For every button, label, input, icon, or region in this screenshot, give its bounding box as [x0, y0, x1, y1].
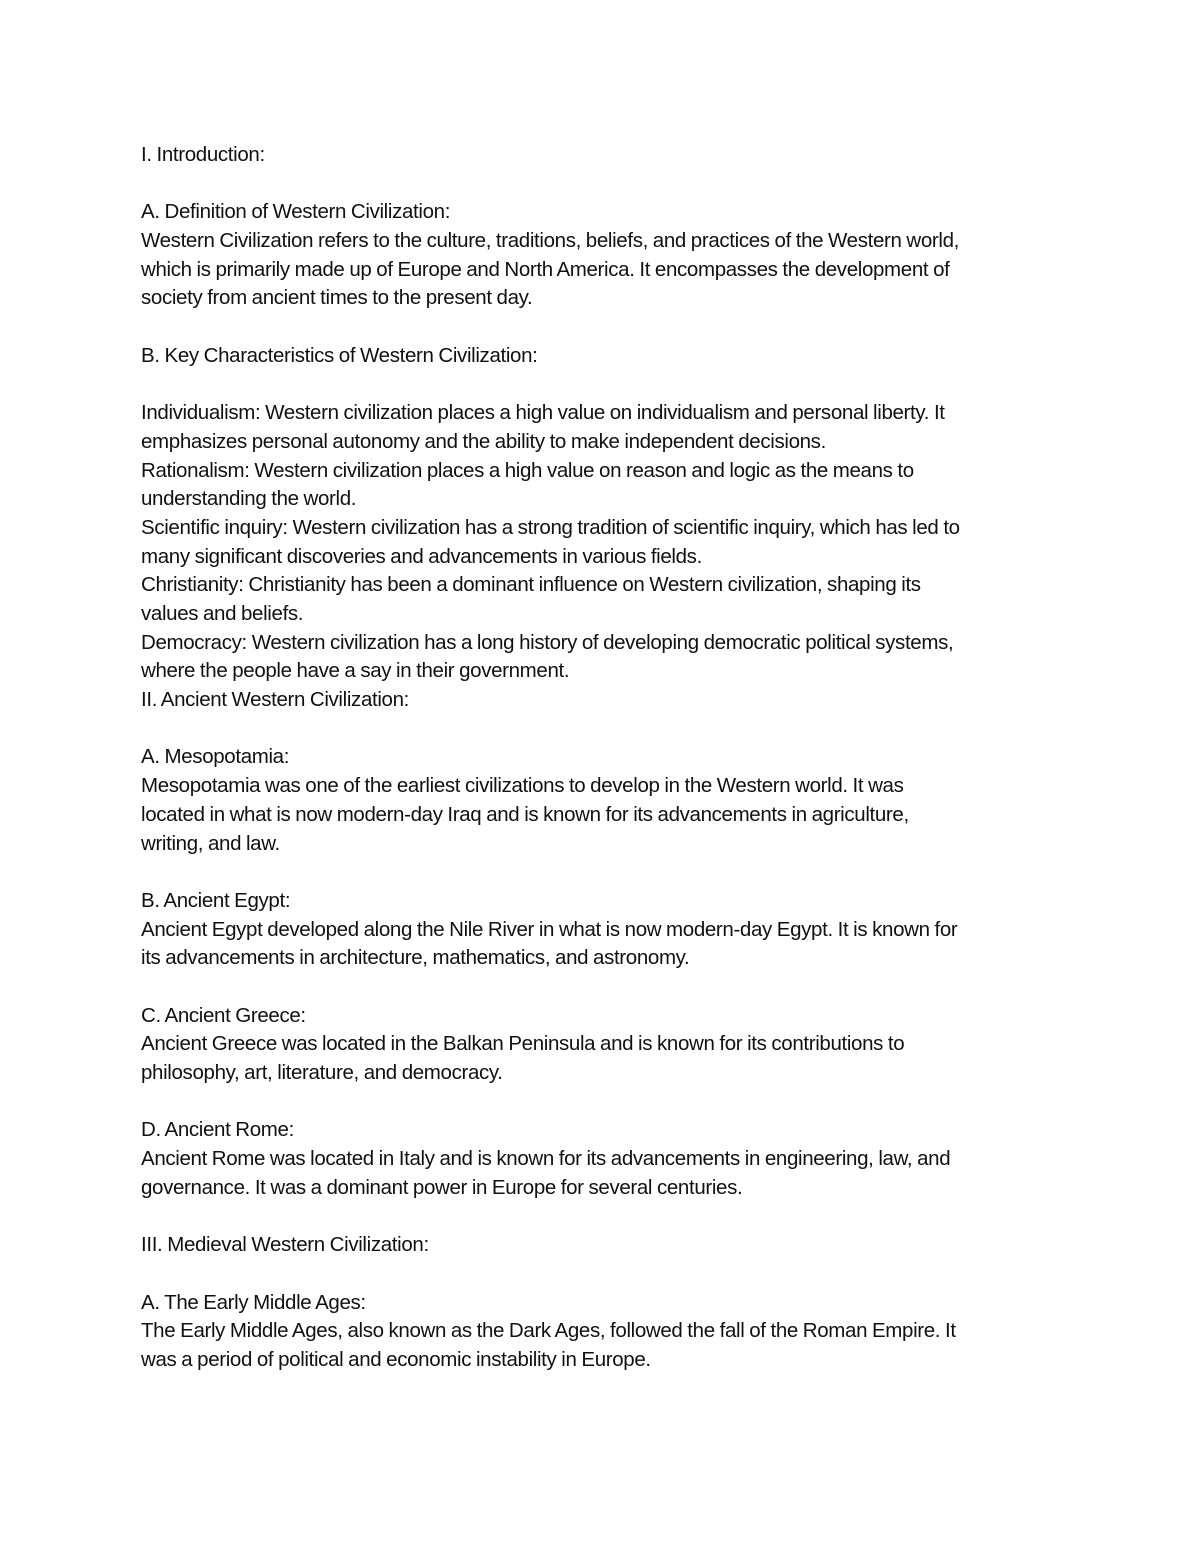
paragraph-line: Western Civilization refers to the culture, traditions, beliefs, and practices of the Western world,: [141, 229, 959, 253]
spacer: [141, 858, 1071, 887]
spacer: [141, 1260, 1071, 1289]
paragraph-line: Christianity: Christianity has been a dominant influence on Western civilization, shaping its: [141, 573, 921, 597]
spacer: [141, 371, 1071, 400]
spacer: [141, 715, 1071, 744]
subheading-mesopotamia: A. Mesopotamia:: [141, 745, 290, 769]
paragraph-line: Ancient Egypt developed along the Nile River in what is now modern-day Egypt. It is known for: [141, 917, 958, 941]
paragraph-line: emphasizes personal autonomy and the ability to make independent decisions.: [141, 429, 826, 453]
paragraph-line: which is primarily made up of Europe and North America. It encompasses the development of: [141, 257, 950, 281]
section-heading-medieval: III. Medieval Western Civilization:: [141, 1233, 429, 1257]
subheading-early-middle-ages: A. The Early Middle Ages:: [141, 1290, 366, 1314]
subheading-ancient-greece: C. Ancient Greece:: [141, 1003, 306, 1027]
paragraph-line: writing, and law.: [141, 831, 280, 855]
subheading-ancient-rome: D. Ancient Rome:: [141, 1118, 294, 1142]
subheading-definition: A. Definition of Western Civilization:: [141, 200, 451, 224]
spacer: [141, 170, 1071, 199]
paragraph-line: Ancient Greece was located in the Balkan Peninsula and is known for its contributions to: [141, 1032, 905, 1056]
document-body: [141, 141, 1071, 1375]
paragraph-line: Democracy: Western civilization has a long history of developing democratic political systems,: [141, 630, 954, 654]
paragraph-line: society from ancient times to the present day.: [141, 286, 533, 310]
paragraph-line: philosophy, art, literature, and democracy.: [141, 1061, 503, 1084]
spacer: [141, 313, 1071, 342]
paragraph-line: The Early Middle Ages, also known as the Dark Ages, followed the fall of the Roman Empire. It: [141, 1319, 956, 1343]
paragraph-line: its advancements in architecture, mathematics, and astronomy.: [141, 946, 690, 970]
paragraph-line: located in what is now modern-day Iraq and is known for its advancements in agriculture,: [141, 802, 909, 826]
section-heading-introduction: I. Introduction:: [141, 143, 265, 166]
paragraph-line: Rationalism: Western civilization places a high value on reason and logic as the means to: [141, 458, 914, 482]
subheading-ancient-egypt: B. Ancient Egypt:: [141, 888, 291, 912]
paragraph-line: was a period of political and economic instability in Europe.: [141, 1347, 651, 1371]
section-heading-ancient: II. Ancient Western Civilization:: [141, 688, 409, 712]
paragraph-line: Individualism: Western civilization places a high value on individualism and personal liberty. It: [141, 401, 945, 425]
paragraph-line: Scientific inquiry: Western civilization has a strong tradition of scientific inquiry, which has led to: [141, 515, 960, 539]
paragraph-line: where the people have a say in their government.: [141, 659, 570, 683]
paragraph-line: understanding the world.: [141, 487, 357, 511]
spacer: [141, 1088, 1071, 1117]
paragraph-line: Mesopotamia was one of the earliest civilizations to develop in the Western world. It was: [141, 774, 904, 798]
subheading-key-characteristics: B. Key Characteristics of Western Civilization:: [141, 343, 538, 367]
paragraph-line: Ancient Rome was located in Italy and is known for its advancements in engineering, law, and: [141, 1147, 951, 1171]
paragraph-line: governance. It was a dominant power in Europe for several centuries.: [141, 1175, 743, 1199]
paragraph-line: many significant discoveries and advancements in various fields.: [141, 544, 702, 568]
spacer: [141, 973, 1071, 1002]
spacer: [141, 1202, 1071, 1231]
paragraph-line: values and beliefs.: [141, 602, 304, 625]
